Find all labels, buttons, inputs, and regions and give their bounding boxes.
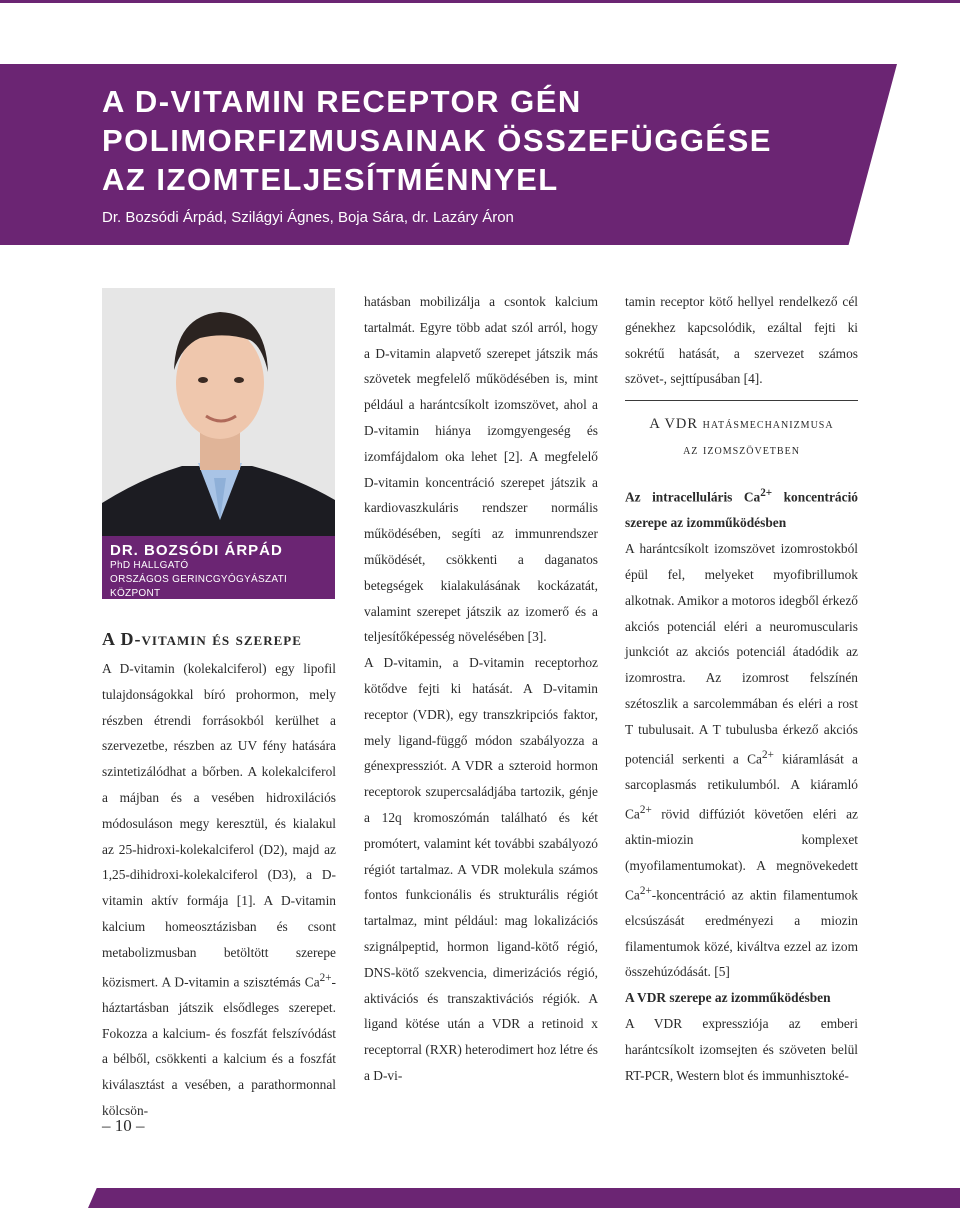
section-heading-vdr-mechanism xyxy=(625,411,858,463)
p2-part-c: rövid diffúziót követően eléri az aktin-miozin komplexet (myofilamentumokat). A megnövekedett Ca xyxy=(625,806,858,903)
footer-bar xyxy=(88,1188,960,1208)
title-line-2: POLIMORFIZMUSAINAK ÖSSZEFÜGGÉSE xyxy=(102,123,772,158)
subheading-calcium-text-cont: koncentráció szerepe az izomműködésben xyxy=(625,489,858,531)
section-heading-vitamin-d: A D-vitamin és szerepe xyxy=(102,629,302,649)
page-number: – 10 – xyxy=(102,1116,145,1135)
column-2-paragraph-1: hatásban mobilizálja a csontok kalcium tartalmát. Egyre több adat szól arról, hogy a D-vitamin alapvető szerepet játszik más szövetek megfelelő működésében is, mint például a harántcsíkolt izomszövet, ahol a D-vitamin hiánya izomgyengeség és izomfájdalom oka lehet [2]. A megfelelő D-vitamin koncentráció szerepet játszik a kardiovaszkuláris rendszer normális működésében, segíti az immunrendszer működését, csökkenti a daganatos betegségek kialakulásának kockázatát, valamint szerepet játszik az izomerő és a teljesítőképesség növelésében [3]. xyxy=(364,294,598,645)
section-1-paragraph xyxy=(102,656,336,1124)
article-title xyxy=(102,82,862,199)
title-line-3: AZ IZOMTELJESÍTMÉNNYEL xyxy=(102,162,559,197)
top-accent-line xyxy=(0,0,960,3)
column-1 xyxy=(102,626,336,1124)
author-photo xyxy=(102,288,335,536)
section-divider xyxy=(625,400,858,401)
column-3-paragraph-1: tamin receptor kötő hellyel rendelkező cél génekhez kapcsolódik, ezáltal fejti ki sokrétű hatását, a szervezet számos szövet-, sejttípusában [4]. xyxy=(625,294,858,387)
p2-part-b: kiáramlását a sarcoplasmás retikulumból. A kiáramló Ca xyxy=(625,751,859,822)
subheading-calcium xyxy=(625,481,858,536)
superscript: 2+ xyxy=(639,803,652,816)
superscript: 2+ xyxy=(639,884,652,897)
p2-part-a: A harántcsíkolt izomszövet izomrostokból épül fel, melyeket myofibrillumok alkotnak. Amikor a motoros idegből érkező akciós potenciál eléri a neuromuscularis junkciót az akciós potenciál átadódik az izomrostra. Az izomrost felszínén szétoszlik a sarcolemmában és eléri a rost T tubulusait. A T tubulusba érkező akciós potenciál serkenti a Ca xyxy=(625,541,858,767)
author-list: Dr. Bozsódi Árpád, Szilágyi Ágnes, Boja Sára, dr. Lazáry Áron xyxy=(102,209,514,226)
heading-line-1: A VDR hatásmechanizmusa xyxy=(649,416,834,433)
column-2 xyxy=(364,289,598,1089)
superscript: 2+ xyxy=(762,748,774,761)
title-line-1: A D-VITAMIN RECEPTOR GÉN xyxy=(102,84,582,119)
column-2-paragraph-2: A D-vitamin, a D-vitamin receptorhoz kötődve fejti ki hatását. A D-vitamin receptor (VDR), egy transzkripciós faktor, mely ligand-függő módon szabályozza a génexpressziót. A VDR a szteroid hormon receptorok szupercsaládjába tartozik, génje a 12q kromoszómán található és két promótert, valamint két további szabályozó régiót tartalmaz. A VDR molekula számos fontos funkcionális és strukturális régiót tartalmaz, mint például: mag lokalizációs szignálpeptid, hormon ligand-kötő régió, DNS-kötő szekvencia, dimerizációs régió, aktivációs és transzaktivációs régiók. A ligand kötése után a VDR a retinoid x receptorral (RXR) heterodimert hoz létre és a D-vi- xyxy=(364,655,598,1083)
caption-role: PhD HALLGATÓ xyxy=(110,560,189,571)
caption-organization: ORSZÁGOS GERINCGYÓGYÁSZATI KÖZPONT xyxy=(110,574,288,599)
superscript: 2+ xyxy=(319,971,332,984)
column-3 xyxy=(625,289,858,1088)
section-1-text: A D-vitamin (kolekalciferol) egy lipofil tulajdonságokkal bíró prohormon, mely részben étrendi forrásokból kerülhet a szervezetbe, részben az UV fény hatására szintetizálódhat a bőrben. A kolekalciferol a májban és a vesében hidroxilációs módosuláson megy keresztül, és kialakul az 25-hidroxi-kolekalciferol (D2), majd az 1,25-dihidroxi-kolekalciferol (D3), a D-vitamin aktív formája [1]. A D-vitamin kalcium homeosztázisban és csont metabolizmusban betöltött szerepe közismert. A D-vitamin a szisztémás Ca xyxy=(102,661,336,990)
subheading-calcium-text: Az intracelluláris Ca xyxy=(625,489,761,505)
heading-line-2: az izomszövetben xyxy=(683,442,800,459)
column-3-paragraph-2 xyxy=(625,536,858,985)
caption-name: DR. BOZSÓDI ÁRPÁD xyxy=(110,542,283,559)
subheading-vdr-role: A VDR szerepe az izomműködésben xyxy=(625,990,831,1006)
section-1-text-cont: -háztartásban játszik elsődleges szerepet. Fokozza a kalcium- és foszfát felszívódást a bélből, csökkenti a kalcium és a foszfát kiválasztást a vesében, a parathormonnal kölcsön- xyxy=(102,974,336,1119)
author-caption xyxy=(102,536,335,599)
column-3-paragraph-3: A VDR expressziója az emberi harántcsíkolt izomsejten és szöveten belül RT-PCR, Western blot és immunhisztoké- xyxy=(625,1016,858,1083)
superscript: 2+ xyxy=(760,487,773,500)
p2-part-d: -koncentráció az aktin filamentumok elcsúszását eredményezi a miozin filamentumok közé, kiváltva ezzel az izom összehúzódását. [5] xyxy=(625,887,858,980)
